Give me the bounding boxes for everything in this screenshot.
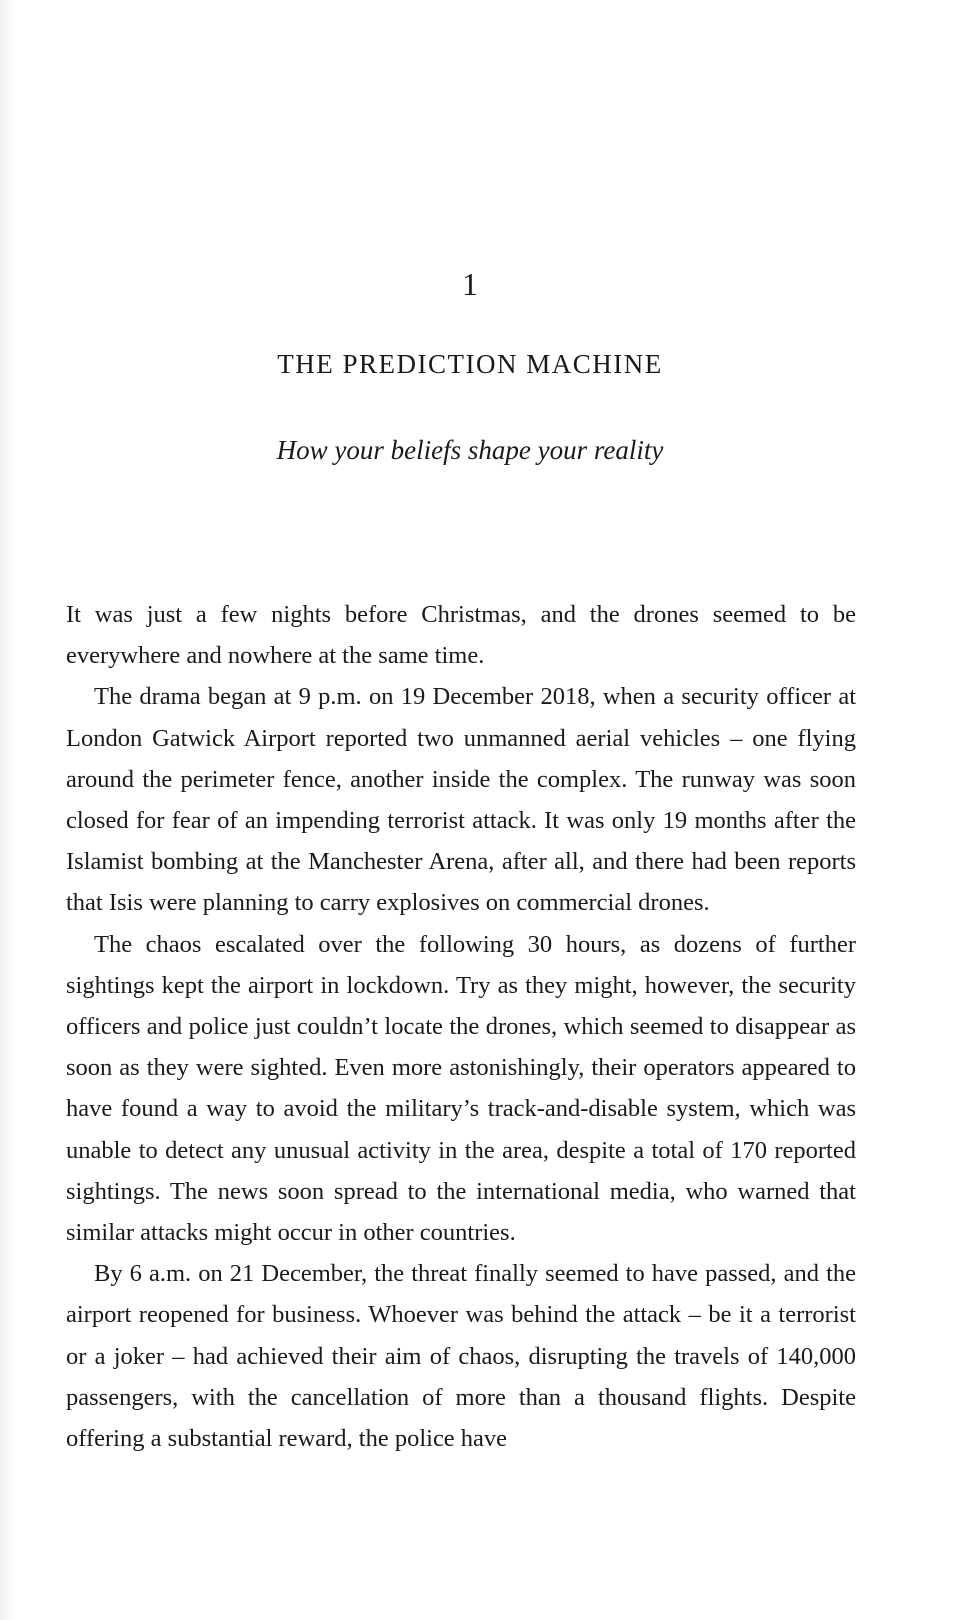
paragraph: It was just a few nights before Christmas, and the drones seemed to be everywhere and nowhere at the same time. [66, 601, 856, 670]
paragraph: The chaos escalated over the following 30 hours, as dozens of further sightings kept the airport in lockdown. Try as they might, however, the security officers and police just couldn’t locate the drones, which seemed to disappear as soon as they were sighted. Even more astonishingly, their operators appeared to have found a way to avoid the military’s track-and-disable system, which was unable to detect any unusual activity in the area, despite a total of 170 reported sightings. The news soon spread to the international media, who warned that similar attacks might occur in other countries. [66, 930, 856, 1247]
paragraph: By 6 a.m. on 21 December, the threat finally seemed to have passed, and the airport reopened for business. Whoever was behind the attack – be it a terrorist or a joker – had achieved their aim of chaos, disrupting the travels of 140,000 passengers, with the cancellation of more than a thousand flights. Despite offering a substantial reward, the police have [66, 1260, 856, 1453]
chapter-number: 1 [462, 266, 478, 302]
chapter-subtitle: How your beliefs shape your reality [276, 435, 664, 465]
paragraph: The drama began at 9 p.m. on 19 December 2018, when a security officer at London Gatwick Airport reported two unmanned aerial vehicles – one flying around the perimeter fence, another inside the complex. The runway was soon closed for fear of an impending terrorist attack. It was only 19 months after the Islamist bombing at the Manchester Arena, after all, and there had been reports that Isis were planning to carry explosives on commercial drones. [66, 683, 856, 917]
body-text [66, 594, 856, 1459]
chapter-title: THE PREDICTION MACHINE [277, 349, 663, 379]
